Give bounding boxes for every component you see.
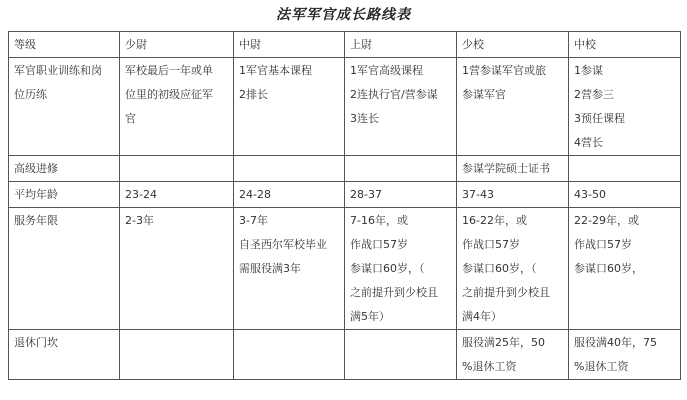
cell-text: 位历练 — [14, 88, 47, 101]
cell-text: 作战口57岁 — [350, 238, 408, 251]
table-cell — [345, 182, 457, 208]
table-cell — [457, 330, 569, 380]
table-cell — [234, 330, 345, 380]
cell-text: 需服役满3年 — [239, 262, 301, 275]
cell-text: 服役满40年，75 — [574, 336, 657, 349]
table-cell — [345, 156, 457, 182]
table-cell — [345, 208, 457, 330]
table-cell — [569, 208, 681, 330]
cell-text: 自圣西尔军校毕业 — [239, 238, 327, 251]
cell-text: 24-28 — [239, 188, 271, 201]
cell-text: 位里的初级应征军 — [125, 88, 213, 101]
cell-text: %退休工资 — [462, 360, 517, 373]
table-cell — [234, 182, 345, 208]
cell-text: 参谋学院硕士证书 — [462, 162, 550, 175]
table-cell — [234, 208, 345, 330]
cell-text: 28-37 — [350, 188, 382, 201]
table-row — [9, 182, 681, 208]
cell-text: 军官职业训练和岗 — [14, 64, 102, 77]
cell-text: 2排长 — [239, 88, 268, 101]
cell-text: 16-22年，或 — [462, 214, 527, 227]
cell-text: 43-50 — [574, 188, 606, 201]
header-cell-lieutenant — [234, 32, 345, 58]
cell-text: 作战口57岁 — [574, 238, 632, 251]
cell-text: 3-7年 — [239, 214, 268, 227]
header-cell-rank — [9, 32, 120, 58]
cell-text: 上尉 — [350, 38, 372, 51]
table-cell — [569, 182, 681, 208]
header-cell-major — [457, 32, 569, 58]
header-cell-captain — [345, 32, 457, 58]
cell-text: 少校 — [462, 38, 484, 51]
cell-text: 平均年龄 — [14, 188, 58, 201]
row-label — [9, 208, 120, 330]
row-label — [9, 182, 120, 208]
cell-text: 之前提升到少校且 — [350, 286, 438, 299]
header-row — [9, 32, 681, 58]
table-cell — [345, 330, 457, 380]
row-label — [9, 330, 120, 380]
cell-text: 等级 — [14, 38, 36, 51]
table-cell — [457, 208, 569, 330]
table-row — [9, 156, 681, 182]
cell-text: 2连执行官/营参谋 — [350, 88, 438, 101]
row-label — [9, 156, 120, 182]
cell-text: 37-43 — [462, 188, 494, 201]
cell-text: 参谋口60岁，（ — [350, 262, 425, 275]
officer-career-table — [8, 31, 681, 380]
cell-text: 军校最后一年或单 — [125, 64, 213, 77]
table-cell — [457, 156, 569, 182]
cell-text: 2营参三 — [574, 88, 614, 101]
table-cell — [345, 58, 457, 156]
cell-text: 1参谋 — [574, 64, 603, 77]
cell-text: %退休工资 — [574, 360, 629, 373]
table-cell — [457, 58, 569, 156]
table-row — [9, 58, 681, 156]
row-label — [9, 58, 120, 156]
cell-text: 参谋军官 — [462, 88, 506, 101]
table-cell — [120, 330, 234, 380]
table-cell — [457, 182, 569, 208]
cell-text: 23-24 — [125, 188, 157, 201]
cell-text: 中校 — [574, 38, 596, 51]
header-cell-lieutenant-colonel — [569, 32, 681, 58]
table-cell — [569, 156, 681, 182]
table-cell — [120, 58, 234, 156]
table-cell — [569, 330, 681, 380]
cell-text: 退休门坎 — [14, 336, 58, 349]
cell-text: 4营长 — [574, 136, 603, 149]
cell-text: 参谋口60岁，（ — [462, 262, 537, 275]
cell-text: 作战口57岁 — [462, 238, 520, 251]
cell-text: 官 — [125, 112, 136, 125]
table-cell — [120, 182, 234, 208]
cell-text: 7-16年，或 — [350, 214, 408, 227]
table-cell — [234, 58, 345, 156]
header-cell-second-lieutenant — [120, 32, 234, 58]
cell-text: 高级进修 — [14, 162, 58, 175]
table-row — [9, 208, 681, 330]
table-cell — [234, 156, 345, 182]
table-cell — [569, 58, 681, 156]
cell-text: 之前提升到少校且 — [462, 286, 550, 299]
table-title: 法军军官成长路线表 — [276, 7, 411, 23]
cell-text: 3连长 — [350, 112, 379, 125]
cell-text: 服役满25年，50 — [462, 336, 545, 349]
cell-text: 少尉 — [125, 38, 147, 51]
table-cell — [120, 156, 234, 182]
cell-text: 参谋口60岁， — [574, 262, 643, 275]
cell-text: 中尉 — [239, 38, 261, 51]
cell-text: 服务年限 — [14, 214, 58, 227]
table-row — [9, 330, 681, 380]
cell-text: 2-3年 — [125, 214, 154, 227]
table-cell — [120, 208, 234, 330]
cell-text: 满5年） — [350, 310, 390, 323]
cell-text: 满4年） — [462, 310, 502, 323]
cell-text: 22-29年，或 — [574, 214, 639, 227]
cell-text: 1军官基本课程 — [239, 64, 312, 77]
cell-text: 1军官高级课程 — [350, 64, 423, 77]
cell-text: 1营参谋军官或旅 — [462, 64, 546, 77]
cell-text: 3预任课程 — [574, 112, 625, 125]
